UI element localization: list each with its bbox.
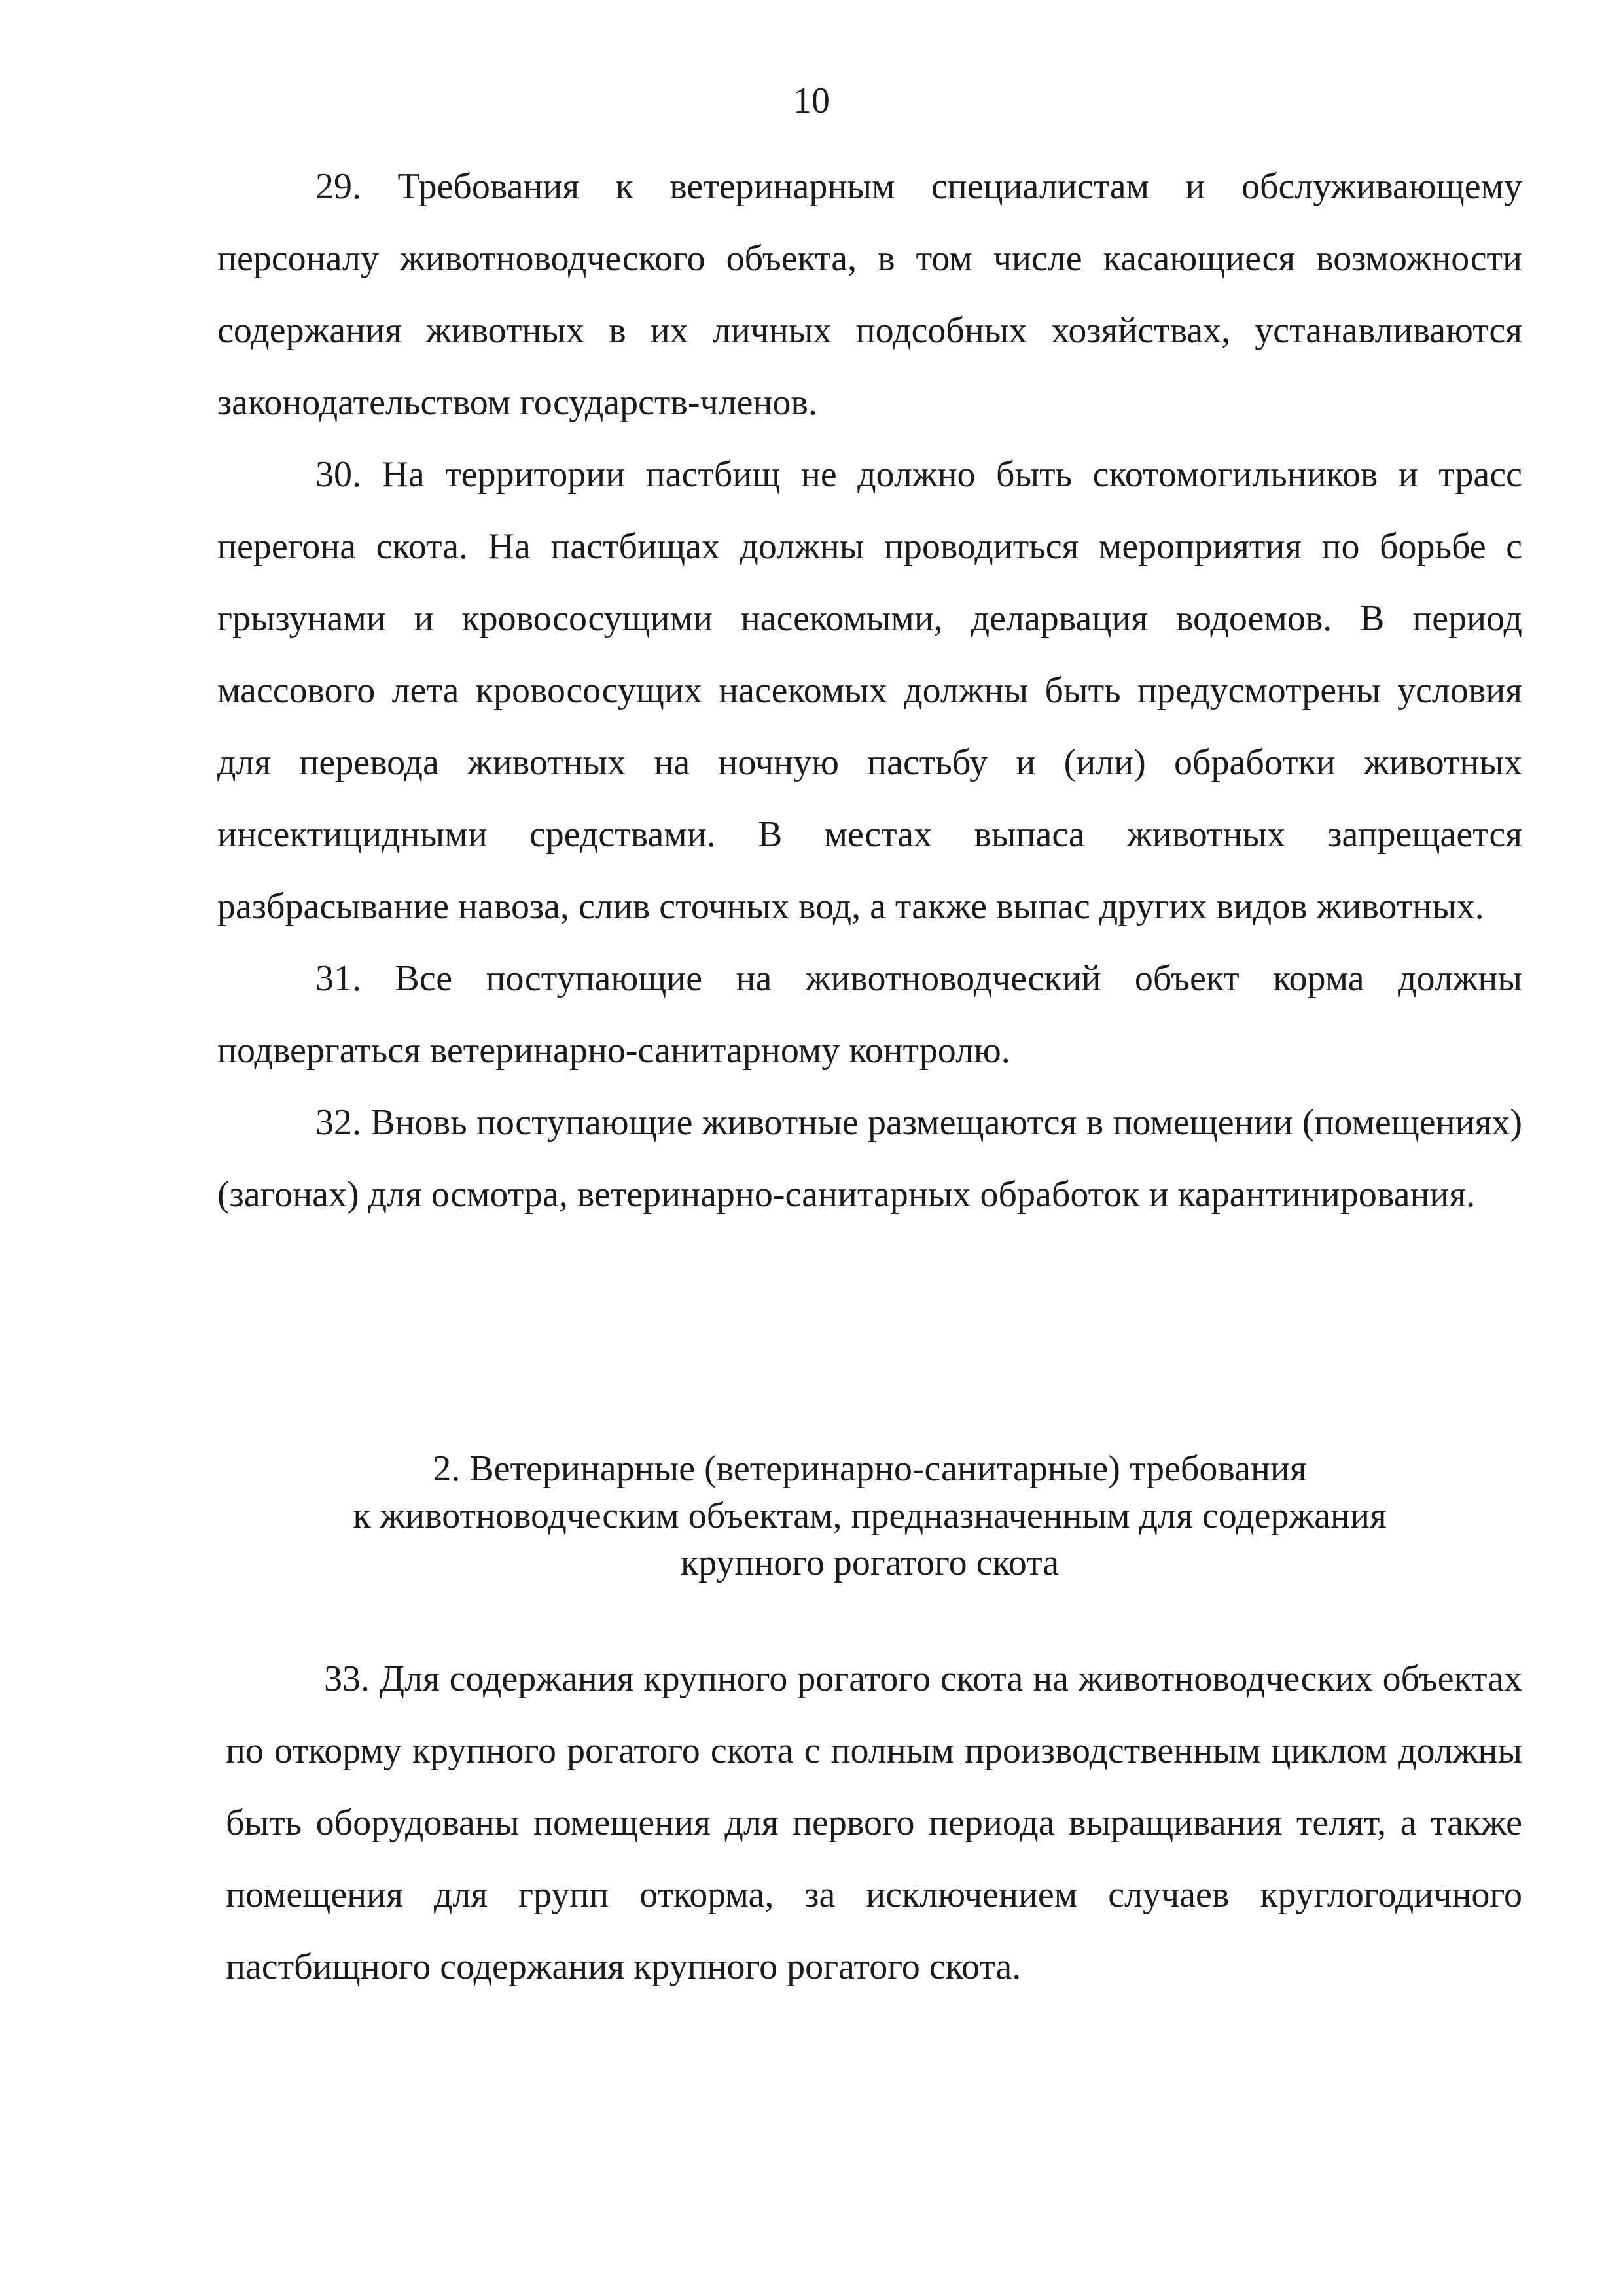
section-heading-line-3: крупного рогатого скота [680, 1543, 1060, 1583]
section-heading-line-2: к животноводческим объектам, предназначенным для содержания [353, 1496, 1387, 1536]
paragraph-31: 31. Все поступающие на животноводческий объект корма должны подвергаться ветеринарно-санитарному контролю. [217, 958, 1522, 1071]
paragraph-29: 29. Требования к ветеринарным специалистам и обслуживающему персоналу животноводческого объекта, в том числе касающиеся возможности содержания животных в их личных подсобных хозяйствах, устанавливаются законодательством государств-членов. [217, 166, 1522, 423]
page-number: 10 [793, 81, 830, 121]
text-block-bottom [226, 1643, 1522, 2003]
paragraph-30: 30. На территории пастбищ не должно быть скотомогильников и трасс перегона скота. На пастбищах должны проводиться мероприятия по борьбе с грызунами и кровососущими насекомыми, деларвация водоемов. В период массового лета кровососущих насекомых должны быть предусмотрены условия для перевода животных на ночную пастьбу и (или) обработки животных инсектицидными средствами. В местах выпаса животных запрещается разбрасывание навоза, слив сточных вод, а также выпас других видов животных. [217, 454, 1522, 927]
paragraph-32: 32. Вновь поступающие животные размещаются в помещении (помещениях) (загонах) для осмотра, ветеринарно-санитарных обработок и карантинирования. [217, 1102, 1522, 1215]
section-heading-line-1: 2. Ветеринарные (ветеринарно-санитарные) требования [433, 1448, 1307, 1489]
text-block-top [217, 151, 1522, 1230]
paragraph-33: 33. Для содержания крупного рогатого скота на животноводческих объектах по откорму крупного рогатого скота с полным производственным циклом должны быть оборудованы помещения для первого периода выращивания телят, а также помещения для групп откорма, за исключением случаев круглогодичного пастбищного содержания крупного рогатого скота. [226, 1659, 1522, 1987]
section-heading [217, 1445, 1522, 1587]
